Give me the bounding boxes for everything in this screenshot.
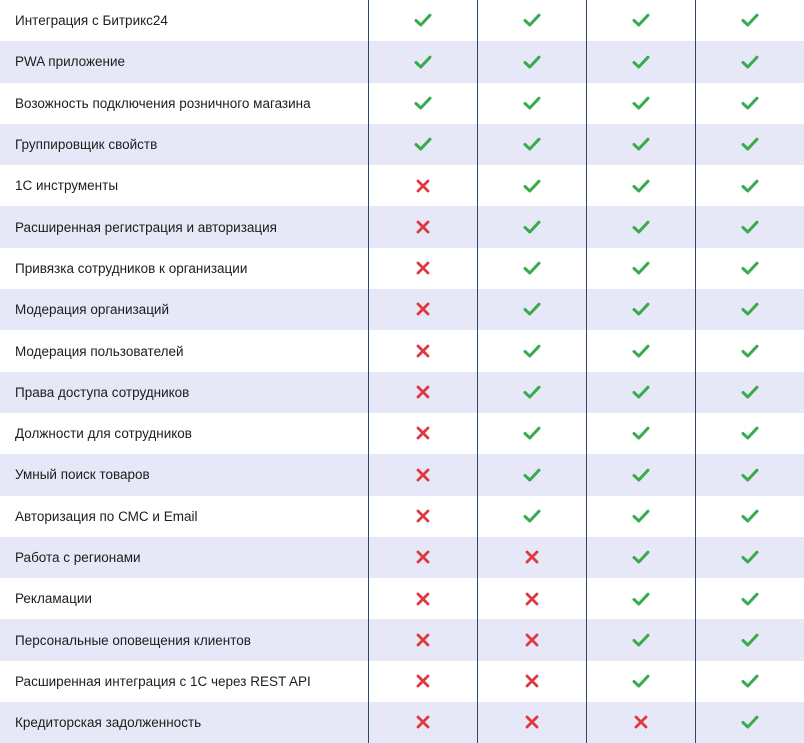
plan-1-cell [368,83,477,124]
check-icon [523,177,541,194]
plan-3-cell [586,83,695,124]
plan-2-cell [477,537,586,578]
feature-label: Права доступа сотрудников [0,372,368,413]
check-icon [741,12,759,29]
check-icon [414,53,432,70]
check-icon [523,383,541,400]
table-row [0,454,804,495]
cross-icon [416,342,430,359]
table-row [0,248,804,289]
plan-2-cell [477,661,586,702]
check-icon [741,136,759,153]
check-icon [741,507,759,524]
feature-label: Расширенная интеграция с 1С через REST API [15,673,311,689]
plan-2-cell [477,248,586,289]
check-icon [741,383,759,400]
check-icon [741,259,759,276]
feature-label: Умный поиск товаров [0,454,368,495]
check-icon [741,218,759,235]
check-icon [632,53,650,70]
plan-4-cell [695,578,804,619]
table-row [0,413,804,454]
check-icon [741,672,759,689]
plan-4-cell [695,41,804,82]
check-icon [523,466,541,483]
check-icon [632,383,650,400]
plan-1-cell [368,372,477,413]
plan-1-cell [368,496,477,537]
table-row [0,661,804,702]
cross-icon [416,507,430,524]
plan-2-cell [477,702,586,743]
plan-3-cell [586,330,695,371]
cross-icon [416,301,430,318]
check-icon [741,466,759,483]
check-icon [632,259,650,276]
plan-2-cell [477,578,586,619]
check-icon [632,672,650,689]
plan-1-cell [368,124,477,165]
check-icon [632,507,650,524]
check-icon [414,136,432,153]
check-icon [632,590,650,607]
cross-icon [525,714,539,731]
table-row [0,537,804,578]
plan-2-cell [477,496,586,537]
feature-label: Возожность подключения розничного магазина [15,95,311,111]
plan-1-cell [368,248,477,289]
plan-1-cell [368,619,477,660]
plan-4-cell [695,537,804,578]
table-row [0,83,804,124]
plan-4-cell [695,206,804,247]
cross-icon [416,549,430,566]
check-icon [632,549,650,566]
table-row [0,372,804,413]
plan-4-cell [695,496,804,537]
plan-3-cell [586,454,695,495]
plan-3-cell [586,619,695,660]
check-icon [632,177,650,194]
cross-icon [416,383,430,400]
cross-icon [416,631,430,648]
cross-icon [634,714,648,731]
plan-4-cell [695,289,804,330]
plan-4-cell [695,413,804,454]
plan-4-cell [695,661,804,702]
plan-2-cell [477,372,586,413]
check-icon [523,218,541,235]
plan-1-cell [368,330,477,371]
feature-label: PWA приложение [0,41,368,82]
feature-label: Группировщик свойств [0,124,368,165]
check-icon [523,12,541,29]
plan-2-cell [477,0,586,41]
cross-icon [416,177,430,194]
plan-4-cell [695,330,804,371]
check-icon [741,590,759,607]
feature-label: Привязка сотрудников к организации [15,260,248,276]
table-row [0,619,804,660]
table-row [0,578,804,619]
cross-icon [525,631,539,648]
cross-icon [416,714,430,731]
plan-2-cell [477,41,586,82]
table-row [0,165,804,206]
feature-label: Работа с регионами [0,537,368,578]
check-icon [632,466,650,483]
feature-label: Персональные оповещения клиентов [0,619,368,660]
table-row [0,124,804,165]
check-icon [741,714,759,731]
plan-1-cell [368,413,477,454]
plan-4-cell [695,165,804,206]
cross-icon [416,425,430,442]
plan-1-cell [368,578,477,619]
check-icon [741,177,759,194]
table-row [0,206,804,247]
check-icon [523,301,541,318]
cross-icon [525,672,539,689]
plan-3-cell [586,165,695,206]
check-icon [523,136,541,153]
feature-label: Расширенная регистрация и авторизация [0,206,368,247]
feature-label: Кредиторская задолженность [0,702,368,743]
check-icon [632,218,650,235]
feature-label: Интеграция с Битрикс24 [15,13,168,29]
check-icon [632,12,650,29]
check-icon [632,342,650,359]
check-icon [741,53,759,70]
feature-label: Модерация организаций [0,289,368,330]
plan-3-cell [586,124,695,165]
plan-3-cell [586,248,695,289]
plan-1-cell [368,537,477,578]
check-icon [632,425,650,442]
plan-2-cell [477,330,586,371]
check-icon [523,259,541,276]
table-row [0,702,804,743]
plan-3-cell [586,496,695,537]
plan-3-cell [586,413,695,454]
check-icon [523,342,541,359]
plan-2-cell [477,206,586,247]
plan-2-cell [477,289,586,330]
plan-2-cell [477,83,586,124]
table-row [0,0,804,41]
plan-4-cell [695,124,804,165]
plan-3-cell [586,578,695,619]
check-icon [632,136,650,153]
plan-4-cell [695,372,804,413]
table-row [0,289,804,330]
plan-4-cell [695,619,804,660]
check-icon [414,12,432,29]
plan-4-cell [695,0,804,41]
plan-2-cell [477,165,586,206]
feature-label: Должности для сотрудников [15,426,192,442]
feature-label: Авторизация по СМС и Email [15,508,198,524]
plan-4-cell [695,248,804,289]
plan-2-cell [477,619,586,660]
plan-1-cell [368,0,477,41]
cross-icon [525,590,539,607]
plan-3-cell [586,206,695,247]
plan-1-cell [368,41,477,82]
check-icon [632,631,650,648]
plan-1-cell [368,702,477,743]
plan-4-cell [695,454,804,495]
plan-3-cell [586,372,695,413]
plan-1-cell [368,165,477,206]
check-icon [741,425,759,442]
table-row [0,41,804,82]
cross-icon [416,672,430,689]
feature-label: Рекламации [15,591,92,607]
plan-3-cell [586,41,695,82]
cross-icon [416,466,430,483]
plan-3-cell [586,537,695,578]
cross-icon [416,590,430,607]
check-icon [523,425,541,442]
plan-3-cell [586,0,695,41]
check-icon [741,301,759,318]
cross-icon [416,218,430,235]
plan-3-cell [586,661,695,702]
plan-2-cell [477,124,586,165]
plan-4-cell [695,702,804,743]
feature-label: Модерация пользователей [15,343,184,359]
plan-1-cell [368,206,477,247]
plan-1-cell [368,289,477,330]
table-row [0,330,804,371]
plan-3-cell [586,702,695,743]
plan-2-cell [477,454,586,495]
cross-icon [525,549,539,566]
feature-label: 1C инструменты [15,178,119,194]
check-icon [741,342,759,359]
plan-4-cell [695,83,804,124]
plan-2-cell [477,413,586,454]
plan-1-cell [368,454,477,495]
check-icon [523,53,541,70]
check-icon [741,549,759,566]
check-icon [523,94,541,111]
check-icon [414,94,432,111]
plan-3-cell [586,289,695,330]
check-icon [741,631,759,648]
check-icon [632,301,650,318]
table-row [0,496,804,537]
plan-1-cell [368,661,477,702]
check-icon [523,507,541,524]
cross-icon [416,259,430,276]
check-icon [741,94,759,111]
check-icon [632,94,650,111]
